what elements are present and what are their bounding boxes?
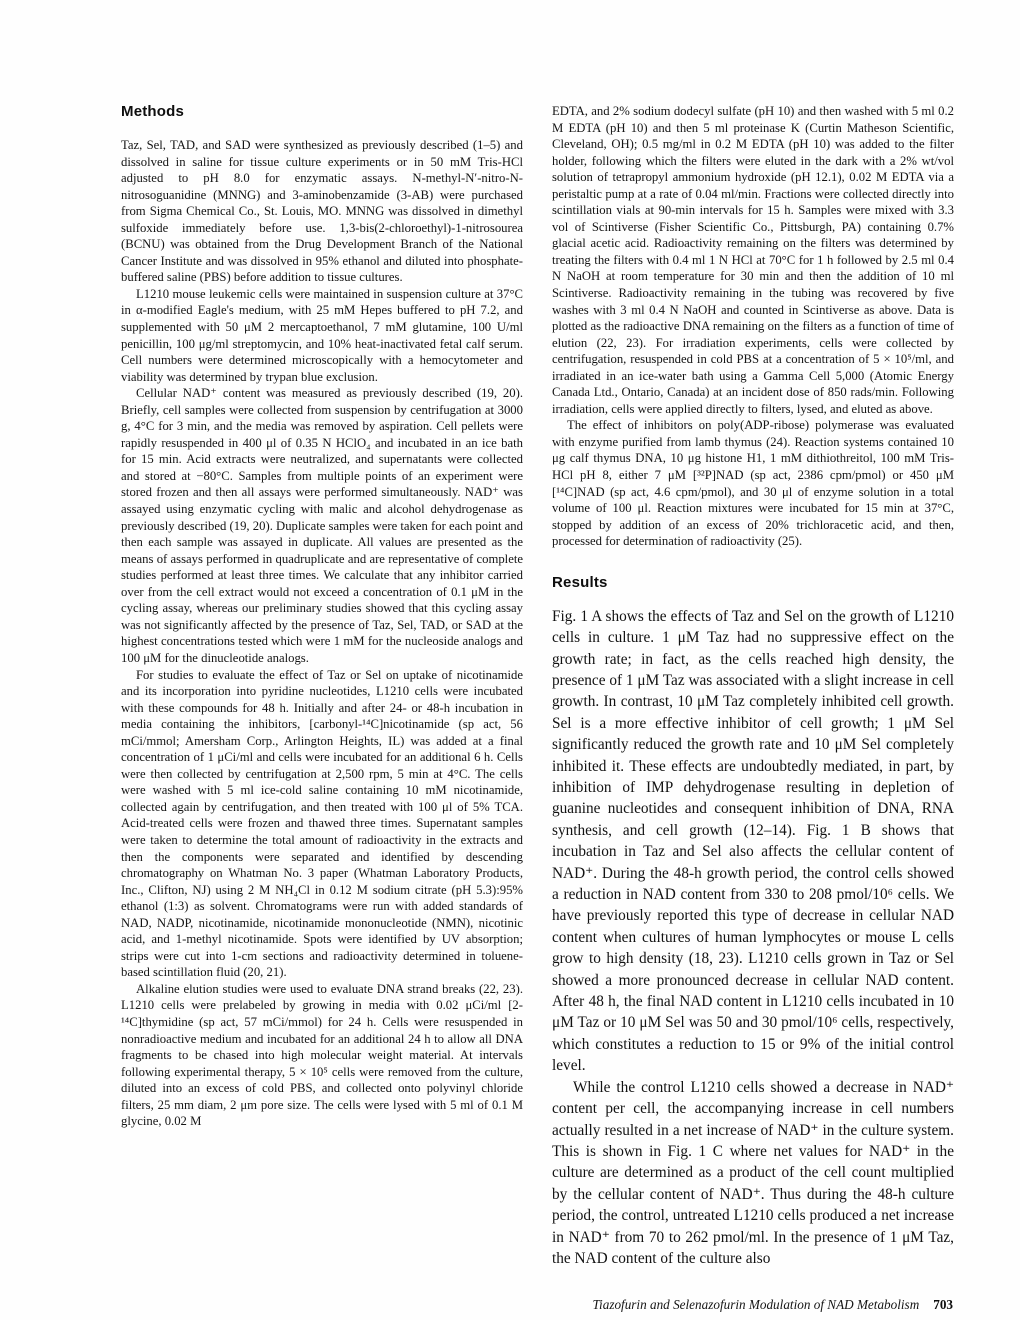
paragraph: Fig. 1 A shows the effects of Taz and Sel on the growth of L1210 cells in culture. 1 μM Taz had no suppressive effect on the growth rate; in fact, as the cells reached high density, the presence of 1 μM Taz was associated with a slight increase in cell growth. In contrast, 10 μM Taz completely inhibited cell growth. Sel is a more effective inhibitor of cell growth; 1 μM Sel significantly reduced the growth rate and 10 μM Sel completely inhibited it. These effects are undoubtedly mediated, in part, by inhibition of IMP dehydrogenase resulting in depletion of guanine nucleotides and consequent inhibition of DNA, RNA synthesis, and cell growth (12–14). Fig. 1 B shows that incubation in Taz and Sel also affects the cellular content of NAD⁺. During the 48-h growth period, the control cells showed a reduction in NAD content from 330 to 208 pmol/10⁶ cells. We have previously reported this type of decrease in cellular NAD content when cultures of human lymphocytes or mouse L cells grow to high density (18, 23). L1210 cells grown in Taz or Sel showed a more pronounced decrease in cellular NAD content. After 48 h, the final NAD content in L1210 cells incubated in 10 μM Taz or 10 μM Sel was 50 and 30 pmol/10⁶ cells, respectively, which constitutes a reduction to 15 or 9% of the initial control level. (552, 607, 954, 1075)
left-column (121, 103, 523, 1269)
methods-heading: Methods (121, 103, 185, 120)
right-column (552, 103, 954, 1269)
paragraph: Cellular NAD⁺ content was measured as previously described (19, 20). Briefly, cell samples were collected from suspension by centrifugation at 3000 g, 4°C for 3 min, and the media was removed by aspiration. Cell pellets were rapidly resuspended in 400 μl of 0.35 N HClO₄ and incubated in an ice bath for 15 min. Acid extracts were neutralized, and supernatants were collected and stored at −80°C. Samples from multiple points of an experiment were stored frozen and then all assays were performed simultaneously. NAD⁺ was assayed using enzymatic cycling with malic and alcohol dehydrogenase as previously described (19, 20). Duplicate samples were taken for each point and then each sample was assayed in duplicate. All values are presented as the means of assays performed in quadruplicate and are representative of complete studies performed at least three times. We calculate that any inhibitor carried over from the cell extract would not exceed a concentration of 0.1 μM in the cycling assay, whereas our preliminary studies showed that this cycling assay was not significantly affected by the presence of Taz, Sel, TAD, or SAD at the highest concentrations tested which were 1 mM for the nucleoside analogs and 100 μM for the dinucleotide analogs. (121, 386, 523, 665)
paragraph: For studies to evaluate the effect of Taz or Sel on uptake of nicotinamide and its incorporation into pyridine nucleotides, L1210 cells were incubated with these compounds for 48 h. Initially and after 24- or 48-h incubation in media containing the inhibitors, [carbonyl-¹⁴C]nicotinamide (sp act, 56 mCi/mmol; Amersham Corp., Arlington Heights, IL) was added at a final concentration of 1 μCi/ml and cells were incubated for an additional 6 h. Cells were then collected by centrifugation at 2,500 rpm, 5 min at 4°C. The cells were washed with 5 ml ice-cold saline containing 10 mM nicotinamide, collected again by centrifugation, and then treated with 100 μl of 5% TCA. Acid-treated cells were frozen and thawed three times. Supernatant samples were taken to determine the total amount of radioactivity in the extracts and then the components were separated and identified by descending chromatography on Whatman No. 3 paper (Whatman Laboratory Products, Inc., Clifton, NJ) using 2 M NH₄Cl in 0.12 M sodium citrate (pH 5.3):95% ethanol (1:3) as solvent. Chromatograms were run with added standards of NAD, NADP, nicotinamide, nicotinamide mononucleotide (NMN), nicotinic acid, and 1-methyl nicotinamide. Spots were identified by UV absorption; strips were cut into 1-cm sections and radioactivity determined in toluene-based scintillation fluid (20, 21). (121, 667, 523, 980)
page-footer (592, 1297, 953, 1313)
paragraph: Alkaline elution studies were used to evaluate DNA strand breaks (22, 23). L1210 cells were prelabeled by growing in media with 0.02 μCi/ml [2-¹⁴C]thymidine (sp act, 57 mCi/mmol) for 24 h. Cells were resuspended in nonradioactive medium and incubated for an additional 24 h to allow all DNA fragments to be chased into high molecular weight material. At intervals following experimental therapy, 5 × 10⁵ cells were removed from the culture, diluted into an excess of cold PBS, and collected onto polyvinyl chloride filters, 25 mm diam, 2 μm pore size. The cells were lysed with 5 ml of 0.1 M glycine, 0.02 M (121, 981, 523, 1129)
paragraph: L1210 mouse leukemic cells were maintained in suspension culture at 37°C in α-modified Eagle's medium, with 25 mM Hepes buffered to pH 7.2, and supplemented with 50 μM 2 mercaptoethanol, 7 mM glutamine, 100 U/ml penicillin, 100 μg/ml streptomycin, and 10% heat-inactivated fetal calf serum. Cell numbers were determined microscopically with a hemocytometer and viability was determined by trypan blue exclusion. (121, 286, 523, 384)
paragraph: Taz, Sel, TAD, and SAD were synthesized as previously described (1–5) and dissolved in saline for tissue culture experiments or in 50 mM Tris-HCl adjusted to pH 8.0 for enzymatic assays. N-methyl-N′-nitro-N-nitrosoguanidine (MNNG) and 3-aminobenzamide (3-AB) were purchased from Sigma Chemical Co., St. Louis, MO. MNNG was dissolved in dimethyl sulfoxide immediately before use. 1,3-bis(2-chloroethyl)-1-nitrosourea (BCNU) was obtained from the Drug Development Branch of the National Cancer Institute and was dissolved in 95% ethanol and diluted into phosphate-buffered saline (PBS) before addition to tissue cultures. (121, 138, 523, 285)
paragraph: EDTA, and 2% sodium dodecyl sulfate (pH 10) and then washed with 5 ml 0.2 M EDTA (pH 10) and then 5 ml proteinase K (Curtin Matheson Scientific, Cleveland, OH); 0.5 mg/ml in 0.2 M EDTA (pH 10) was added to the filter holder, following which the filters were eluted in the dark with a 2% wt/vol solution of tetrapropyl ammonium hydroxide (pH 12.1), 0.02 M EDTA via a peristaltic pump at a rate of 0.04 ml/min. Fractions were collected directly into scintillation vials at 90-min intervals for 15 h. Samples were mixed with 3.3 vol of Scintiverse (Fisher Scientific Co., Pittsburgh, PA) containing 0.7% glacial acetic acid. Radioactivity remaining on the filters was determined by treating the filters with 0.4 ml 1 N HCl at 70°C for 1 h followed by 2.5 ml 0.4 N NaOH at room temperature for 30 min and then the addition of 10 ml Scintiverse. Radioactivity remaining in the tubing was recovered by five washes with 3 ml 0.4 N NaOH and counted in Scintiverse as above. Data is plotted as the radioactive DNA remaining on the filters as a function of time of elution (22, 23). For irradiation experiments, cells were collected by centrifugation, resuspended in cold PBS at a concentration of 5 × 10⁵/ml, and irradiated in an ice-water bath using a Gamma Cell 5,000 (Atomic Energy Canada Ltd., Ontario, Canada) at an incident dose of 850 rads/min. Following irradiation, cells were applied directly to filters, lysed, and eluted as above. (552, 104, 954, 416)
methods-body-right (552, 103, 954, 550)
two-column-text-block (121, 103, 954, 1269)
page-number: 703 (933, 1297, 953, 1312)
results-heading: Results (552, 573, 608, 591)
results-body (552, 606, 954, 1270)
running-title: Tiazofurin and Selenazofurin Modulation of NAD Metabolism (592, 1297, 920, 1312)
paragraph: The effect of inhibitors on poly(ADP-ribose) polymerase was evaluated with enzyme purified from lamb thymus (24). Reaction systems contained 10 μg calf thymus DNA, 10 μg histone H1, 1 mM dithiothreitol, 100 mM Tris-HCl pH 8, either 7 μM [³²P]NAD (sp act, 2386 cpm/pmol) or 450 μM [¹⁴C]NAD (sp act, 4.6 cpm/pmol), and 30 μl of enzyme solution in a total volume of 100 μl. Reaction mixtures were incubated for 15 min at 37°C, stopped by addition of an excess of 20% trichloracetic acid, and then, processed for determination of radioactivity (25). (552, 418, 954, 549)
paragraph: While the control L1210 cells showed a decrease in NAD⁺ content per cell, the accompanying increase in cell numbers actually resulted in a net increase of NAD⁺ in the culture system. This is shown in Fig. 1 C where net values for NAD⁺ in the culture are determined as a product of the cell count multiplied by the cellular content of NAD⁺. Thus during the 48-h culture period, the control, untreated L1210 cells produced a net increase in NAD⁺ from 70 to 262 pmol/ml. In the presence of 1 μM Taz, the NAD content of the culture also (552, 1078, 954, 1267)
methods-body-left (121, 137, 523, 1130)
